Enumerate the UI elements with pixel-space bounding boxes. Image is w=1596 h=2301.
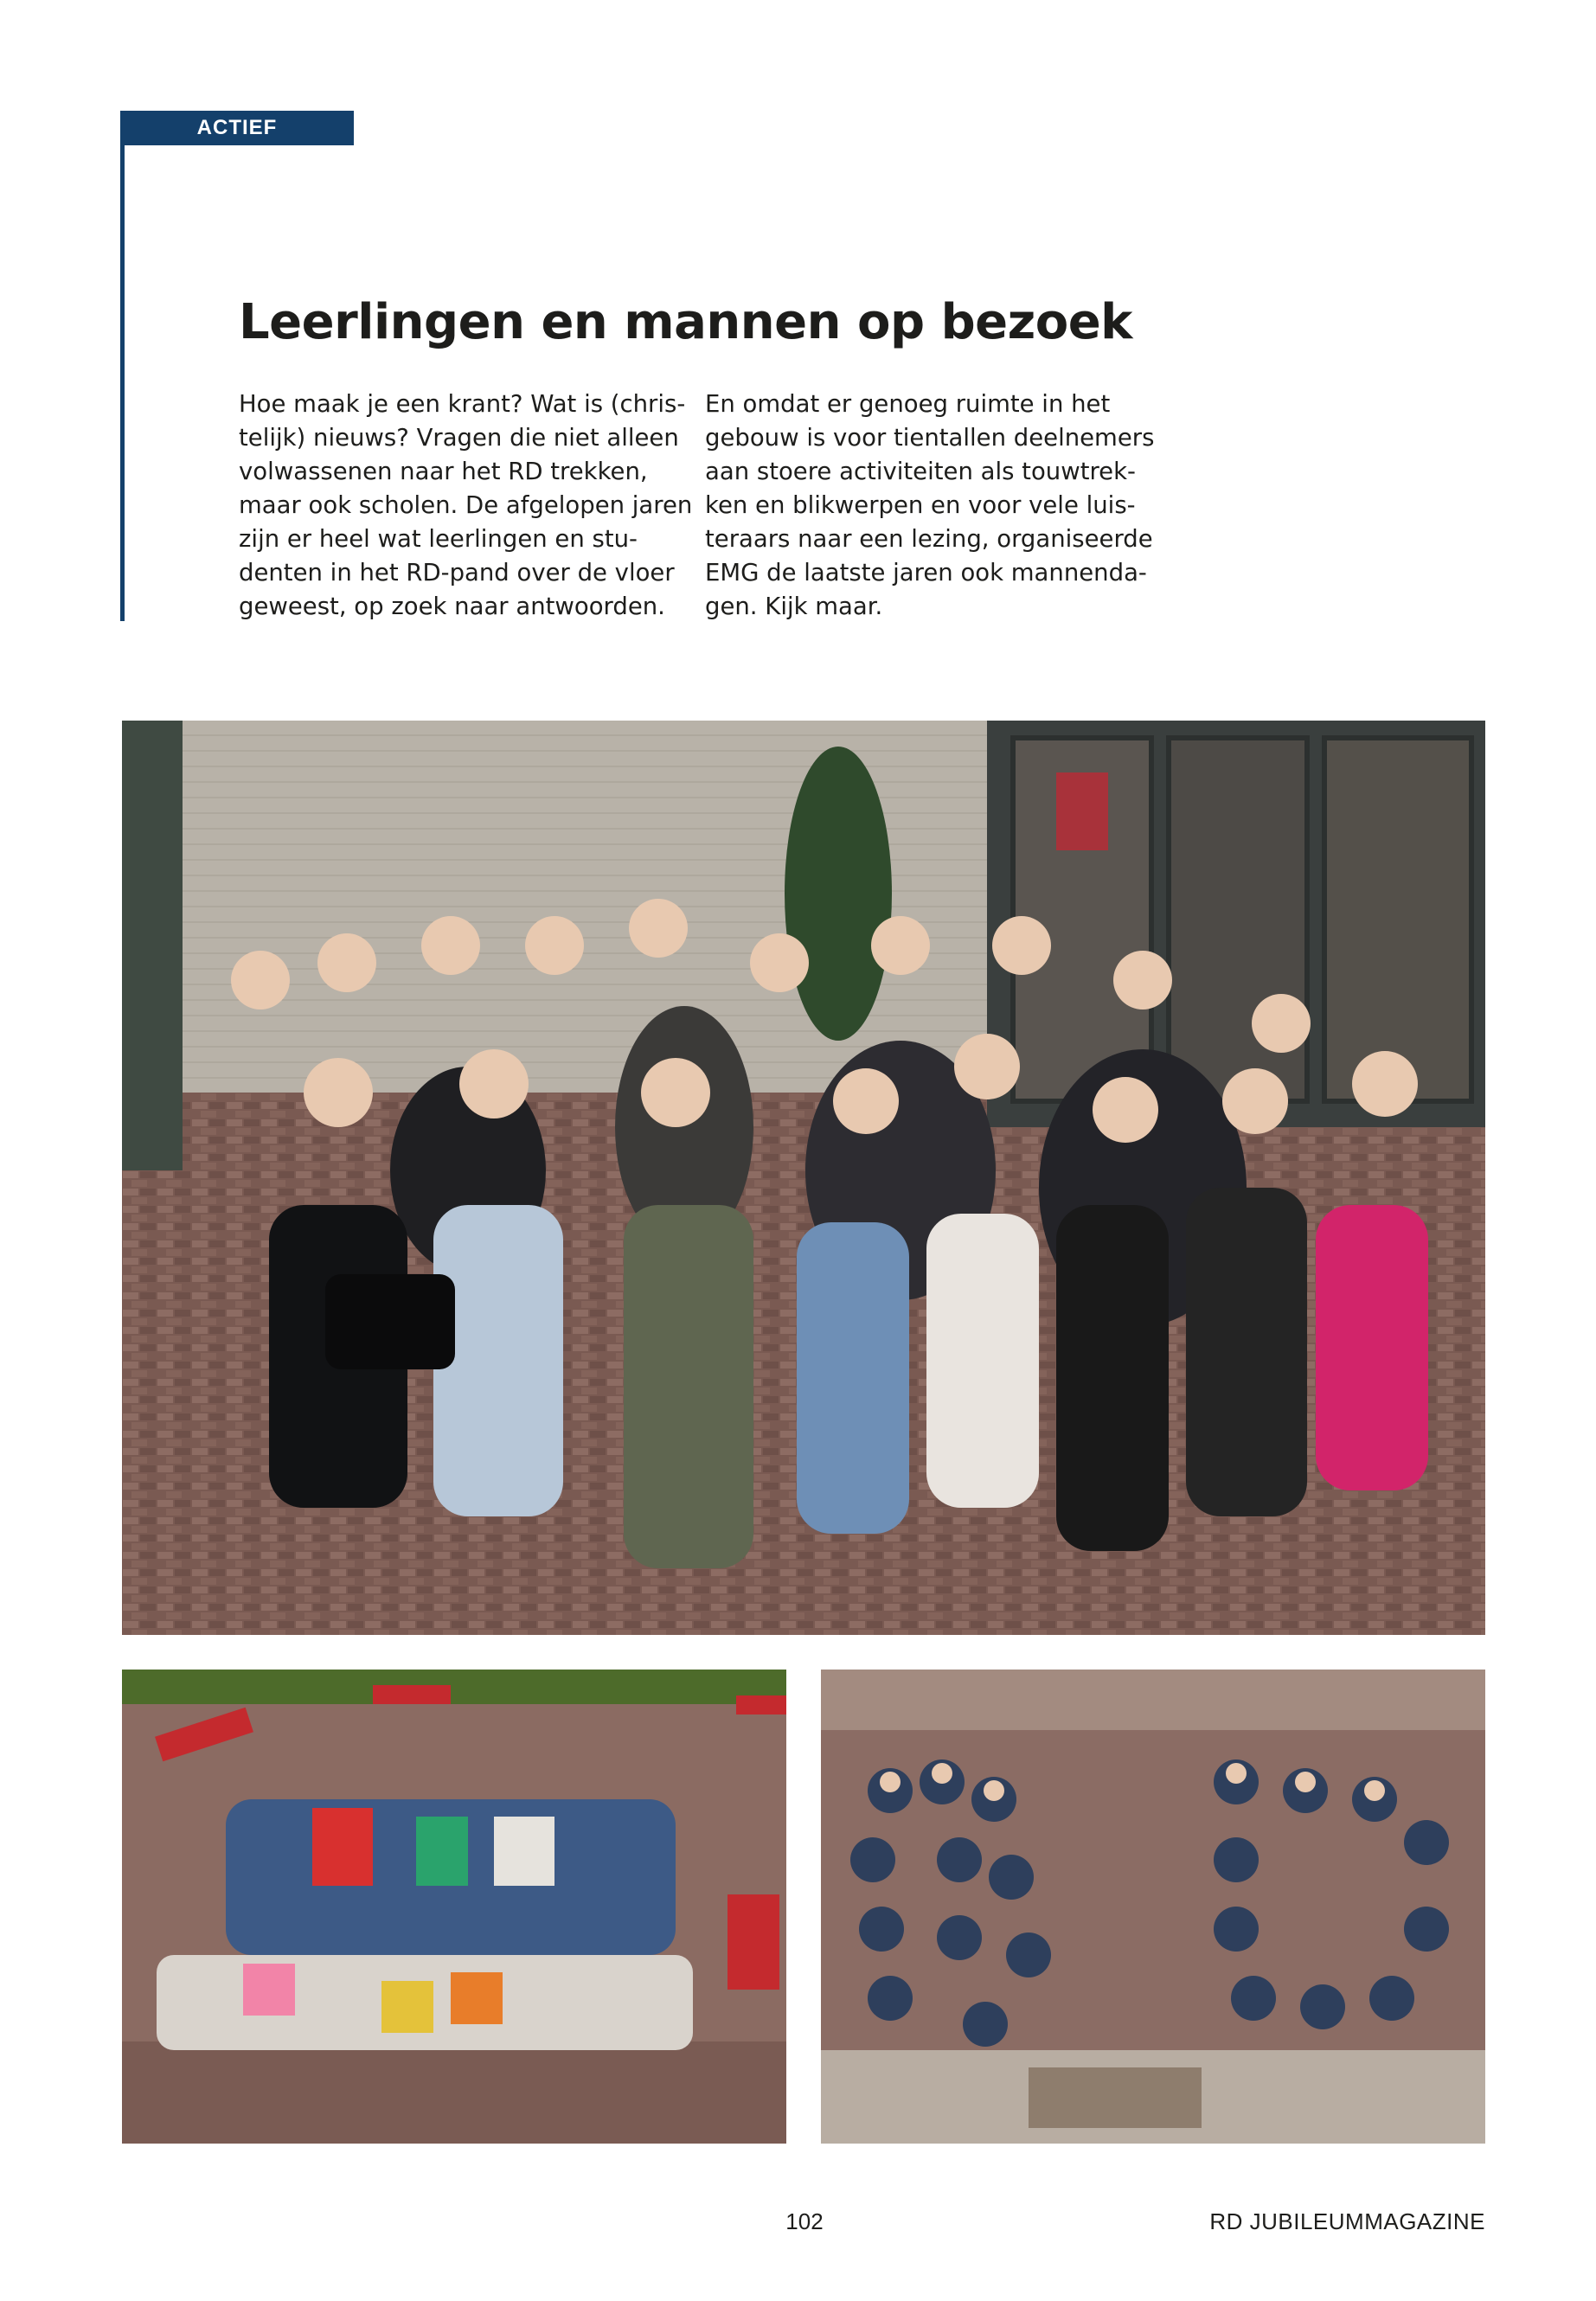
text-line: telijk) nieuws? Vragen die niet alleen bbox=[239, 424, 679, 452]
text-line: zijn er heel wat leerlingen en stu- bbox=[239, 525, 638, 553]
text-line: maar ook scholen. De afgelopen jaren bbox=[239, 491, 693, 519]
text-line: denten in het RD-pand over de vloer bbox=[239, 559, 675, 586]
page-number: 102 bbox=[785, 2208, 824, 2234]
text-line: volwassenen naar het RD trekken, bbox=[239, 458, 648, 485]
group-photo-women bbox=[122, 721, 1485, 1635]
magazine-name: RD JUBILEUMMAGAZINE bbox=[1209, 2208, 1485, 2234]
text-line: gen. Kijk maar. bbox=[705, 593, 883, 620]
section-label: ACTIEF bbox=[120, 111, 354, 145]
text-line: aan stoere activiteiten als touwtrek- bbox=[705, 458, 1136, 485]
text-line: geweest, op zoek naar antwoorden. bbox=[239, 593, 665, 620]
text-line: teraars naar een lezing, organiseerde bbox=[705, 525, 1153, 553]
article-column-2 bbox=[705, 388, 1155, 624]
article-column-1 bbox=[239, 388, 693, 624]
group-photo-students bbox=[122, 1670, 786, 2144]
text-line: En omdat er genoeg ruimte in het bbox=[705, 390, 1111, 418]
text-line: Hoe maak je een krant? Wat is (chris- bbox=[239, 390, 686, 418]
section-rule bbox=[120, 111, 125, 621]
text-line: gebouw is voor tientallen deelnemers bbox=[705, 424, 1155, 452]
article-title: Leerlingen en mannen op bezoek bbox=[239, 294, 1132, 350]
text-line: ken en blikwerpen en voor vele luis- bbox=[705, 491, 1136, 519]
text-line: EMG de laatste jaren ook mannenda- bbox=[705, 559, 1147, 586]
group-photo-men bbox=[821, 1670, 1485, 2144]
